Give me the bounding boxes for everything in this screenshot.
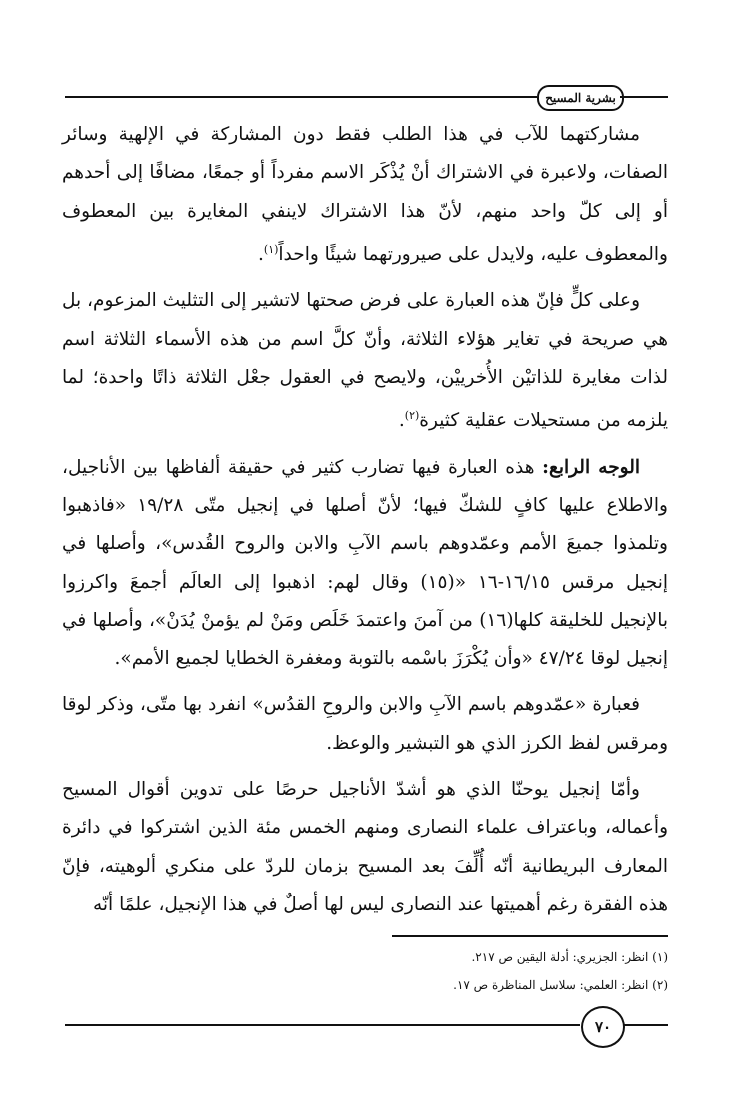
main-text <box>62 116 668 932</box>
paragraph-tail: . <box>398 410 405 432</box>
paragraph-text: هذه العبارة فيها تضارب كثير في حقيقة ألفاظها بين الأناجيل، والاطلاع عليها كافٍ للشكّ فيها؛ لأنّ أصلها في إنجيل متّى ١٩/٢٨ «فاذهبوا وتلمذوا جميعَ الأمم وعمّدوهم باسم الآبِ والابن والروح القُدس»، وأصلها في إنجيل مرقس ١٦/١٥-١٦ «(١٥) وقال لهم: اذهبوا إلى العالَم أجمعَ واكرزوا بالإنجيل للخليقة كلها(١٦) من آمنَ واعتمدَ خَلَص ومَنْ لم يؤمنْ يُدَنْ»، وأصلها في إنجيل لوقا ٤٧/٢٤ «وأن يُكْرَزَ باسْمه بالتوبة ومغفرة الخطايا لجميع الأمم». <box>62 456 668 670</box>
paragraph-5 <box>62 771 668 924</box>
paragraph-4 <box>62 686 668 763</box>
paragraph-lead-heading: الوجه الرابع: <box>542 456 640 478</box>
footnote-separator <box>392 935 668 937</box>
paragraph-tail: . <box>258 244 264 266</box>
paragraph-text: مشاركتهما للآب في هذا الطلب فقط دون المشاركة في الإلهية وسائر الصفات، ولاعبرة في الاشتراك أنْ يُذْكَر الاسم مفرداً أو جمعًا، مضافًا إلى أحدهم أو إلى كلّ واحد منهم، لأنّ هذا الاشتراك لاينفي المغايرة بين المعطوف والمعطوف عليه، ولايدل على صيرورتهما شيئًا واحداً <box>62 124 668 266</box>
header-rule-left <box>65 96 537 98</box>
paragraph-3 <box>62 449 668 679</box>
footnote-ref-1: (١) <box>263 242 279 256</box>
footnote-ref-2: (٢) <box>404 409 420 423</box>
page-number: ٧٠ <box>581 1006 625 1048</box>
paragraph-text: فعبارة «عمّدوهم باسم الآبِ والابن والروحِ القدُس» انفرد بها متّى، وذكر لوقا ومرقس لفظ الكرز الذي هو التبشير والوعظ. <box>62 694 668 754</box>
paragraph-text: وأمّا إنجيل يوحنّا الذي هو أشدّ الأناجيل حرصًا على تدوين أقوال المسيح وأعماله، وباعتراف علماء النصارى ومنهم الخمس مئة الذين اشتركوا في دائرة المعارف البريطانية أنّه أُلِّفَ بعد المسيح بزمان للردّ على منكري ألوهيته، فإنّ هذه الفقرة رغم أهميتها عند النصارى ليس لها أصلٌ في هذا الإنجيل، علمًا أنّه <box>62 779 668 915</box>
footnote-2: (٢) انظر: العلمي: سلاسل المناظرة ص ١٧. <box>453 978 668 992</box>
header-rule-right <box>620 96 668 98</box>
paragraph-2 <box>62 282 668 440</box>
footnote-1: (١) انظر: الجزيري: أدلة اليقين ص ٢١٧. <box>471 950 668 964</box>
footer-rule-left <box>65 1024 580 1026</box>
footer-rule-right <box>624 1024 668 1026</box>
paragraph-1 <box>62 116 668 274</box>
paragraph-text: وعلى كلٍّ فإنّ هذه العبارة على فرض صحتها لاتشير إلى التثليث المزعوم، بل هي صريحة في تغاير هؤلاء الثلاثة، وأنّ كلَّ اسم من هذه الأسماء الثلاثة اسم لذات مغايرة للذاتيْن الأُخرييْن، ولايصح في العقول جعْل الثلاثة ذاتًا واحدة؛ لما يلزمه من مستحيلات عقلية كثيرة <box>62 290 668 432</box>
running-header-title: بشرية المسيح <box>537 85 624 111</box>
footnotes <box>62 943 668 999</box>
